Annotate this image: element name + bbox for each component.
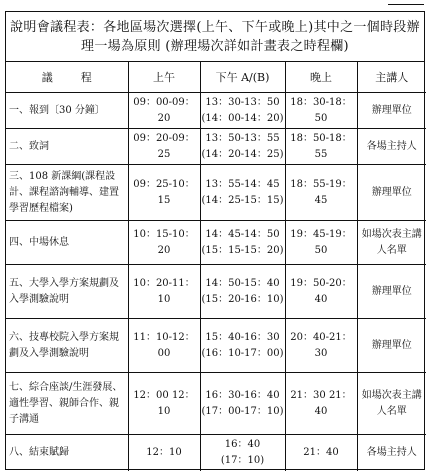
agenda-sheet xyxy=(5,11,425,470)
morning-time: 10：15-10：20 xyxy=(128,221,200,265)
speaker: 如場次表主講人名單 xyxy=(357,373,426,435)
evening-time: 18：55-19：45 xyxy=(285,165,357,221)
speaker: 各場主持人 xyxy=(357,129,426,165)
speaker: 辦理單位 xyxy=(357,93,426,129)
morning-time: 09：00-09：20 xyxy=(128,93,200,129)
evening-time: 21：40 xyxy=(285,435,357,471)
evening-time: 21：30 21：40 xyxy=(285,373,357,435)
title-line-1: 說明會議程表：各地區場次選擇(上午、下午或晚上)其中之一個時段辦 xyxy=(10,20,420,35)
afternoon-time: 16：40 (17：10) xyxy=(200,435,285,471)
table-row xyxy=(6,129,426,165)
agenda-item: 八、結束賦歸 xyxy=(6,435,128,471)
speaker: 各場主持人 xyxy=(357,435,426,471)
table-row xyxy=(6,319,426,373)
afternoon-time: 14：50-15：40 (15：20-16：10) xyxy=(200,265,285,319)
agenda-item: 五、大學入學方案規劃及入學測驗說明 xyxy=(6,265,128,319)
agenda-item: 七、綜合座談/生涯發展、適性學習、親師合作、親子溝通 xyxy=(6,373,128,435)
speaker: 辦理單位 xyxy=(357,265,426,319)
header-speaker: 主講人 xyxy=(357,62,426,93)
afternoon-time: 13：30-13：50 (14：00-14：20) xyxy=(200,93,285,129)
corner-mark xyxy=(388,0,424,5)
afternoon-time: 14：45-14：50 (15：15-15：20) xyxy=(200,221,285,265)
header-afternoon: 下午 A/(B) xyxy=(200,62,285,93)
table-row xyxy=(6,435,426,471)
table-row xyxy=(6,221,426,265)
agenda-item: 四、中場休息 xyxy=(6,221,128,265)
speaker: 辦理單位 xyxy=(357,319,426,373)
header-item: 議程 xyxy=(6,62,128,93)
speaker: 辦理單位 xyxy=(357,165,426,221)
agenda-title xyxy=(6,12,424,62)
evening-time: 20：40-21：30 xyxy=(285,319,357,373)
afternoon-time: 16：30-16：40 (17：00-17：10) xyxy=(200,373,285,435)
evening-time: 19：45-19：50 xyxy=(285,221,357,265)
header-morning: 上午 xyxy=(128,62,200,93)
table-row xyxy=(6,93,426,129)
afternoon-time: 13：50-13：55 (14：20-14：25) xyxy=(200,129,285,165)
morning-time: 11：10-12：00 xyxy=(128,319,200,373)
evening-time: 18：30-18：50 xyxy=(285,93,357,129)
afternoon-time: 15：40-16：30 (16：10-17：00) xyxy=(200,319,285,373)
evening-time: 19：50-20：40 xyxy=(285,265,357,319)
evening-time: 18：50-18：55 xyxy=(285,129,357,165)
title-line-2: 理一場為原則 (辦理場次詳如計畫表之時程欄) xyxy=(81,39,349,54)
afternoon-time: 13：55-14：45 (14：25-15：15) xyxy=(200,165,285,221)
morning-time: 09：25-10：15 xyxy=(128,165,200,221)
header-evening: 晚上 xyxy=(285,62,357,93)
morning-time: 09：20-09：25 xyxy=(128,129,200,165)
morning-time: 12：10 xyxy=(128,435,200,471)
table-row xyxy=(6,165,426,221)
table-row xyxy=(6,265,426,319)
morning-time: 10：20-11：10 xyxy=(128,265,200,319)
agenda-item: 三、108 新課綱(課程設計、課程諮詢輔導、建置學習歷程檔案) xyxy=(6,165,128,221)
morning-time: 12：00 12：10 xyxy=(128,373,200,435)
agenda-item: 六、技專校院入學方案規劃及入學測驗說明 xyxy=(6,319,128,373)
agenda-item: 一、報到〔30 分鐘〕 xyxy=(6,93,128,129)
agenda-table xyxy=(6,62,426,471)
table-row xyxy=(6,373,426,435)
agenda-item: 二、致詞 xyxy=(6,129,128,165)
header-row xyxy=(6,62,426,93)
speaker: 如場次表主講人名單 xyxy=(357,221,426,265)
